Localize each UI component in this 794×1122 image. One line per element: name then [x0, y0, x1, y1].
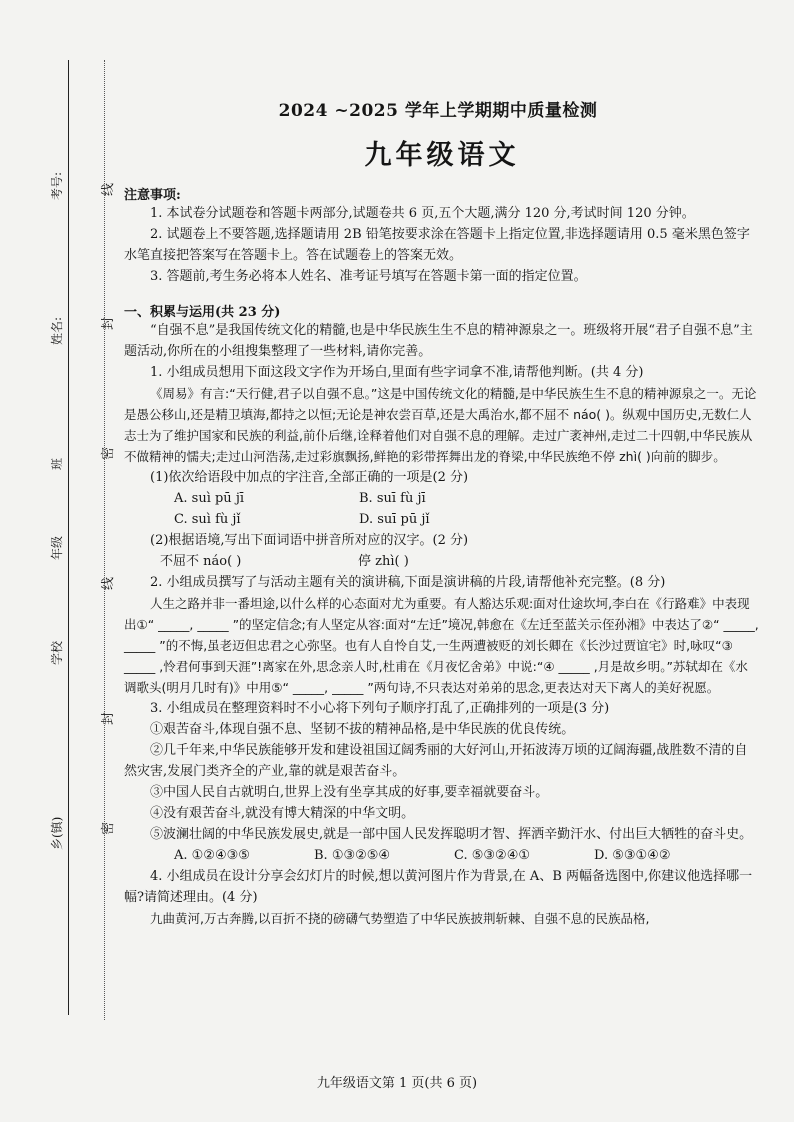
option-c: C. ⑤③②④① [454, 848, 531, 863]
dotted-cut-line [104, 60, 105, 1020]
blank-zhi: 停 zhì( ) [358, 554, 409, 569]
question-1-passage: 《周易》有言:“天行健,君子以自强不息。”这是中国传统文化的精髓,是中华民族生生不息的精神源泉之一。无论是愚公移山,还是精卫填海,都持之以恒;无论是神农尝百草,还是大禹治水,都不屈不 náo( )。纵观中国历史,无数仁人志士为了维护国家和民族的利益,前仆后继,诠释着他们对自强不息的理解。走过广袤神州,走过二十四朝,中华民族从不做精神的懦夫;走过山河浩荡,走过彩旗飘扬,鲜艳的彩带挥舞出龙的脊梁,中华民族绝不停 zhì( )向前的脚步。 [124, 386, 757, 464]
option-b: B. ①③②⑤④ [314, 848, 391, 863]
bind-mark-mi-2: 密 [101, 821, 116, 835]
question-3-sentence-1: ①艰苦奋斗,体现自强不息、坚韧不拔的精神品格,是中华民族的优良传统。 [150, 722, 575, 737]
question-1-1-options-row2 [124, 509, 760, 530]
subject-title: 九年级语文 [364, 140, 520, 171]
notice-item-2: 2. 试题卷上不要答题,选择题请用 2B 铅笔按要求涂在答题卡上指定位置,非选择题请用 0.5 毫米黑色签字水笔直接把答案写在答题卡上。答在试题卷上的答案无效。 [124, 227, 750, 263]
section-heading: 一、积累与运用(共 23 分) [124, 305, 281, 320]
notice-item-1: 1. 本试卷分试题卷和答题卡两部分,试题卷共 6 页,五个大题,满分 120 分,考试时间 120 分钟。 [150, 206, 695, 221]
question-2-passage: 人生之路并非一番坦途,以什么样的心态面对尤为重要。有人豁达乐观:面对仕途坎坷,李白在《行路难》中表现出①“ _____, _____ ”的坚定信念;有人坚定从容:面对“左迁”境况,韩愈在《左迁至蓝关示侄孙湘》中表达了②“ _____, _____ ”的不悔,虽老迈但忠君之心弥坚。也有人自怜自艾,一生两遭被贬的刘长卿在《长沙过贾谊宅》时,咏叹“③ _____ ,怜君何事到天涯”!离家在外,思念亲人时,杜甫在《月夜忆舍弟》中说:“④ _____ ,月是故乡明。”苏轼却在《水调歌头(明月几时有)》中用⑤“ _____, _____ ”两句诗,不只表达对弟弟的思念,更表达对天下离人的美好祝愿。 [124, 596, 759, 695]
bind-mark-xian-2: 线 [101, 576, 116, 590]
question-4: 4. 小组成员在设计分享会幻灯片的时候,想以黄河图片作为背景,在 A、B 两幅备选图中,你建议他选择哪一幅?请简述理由。(4 分) [124, 869, 753, 905]
question-3-sentence-5: ⑤波澜壮阔的中华民族发展史,就是一部中国人民发挥聪明才智、挥洒辛勤汗水、付出巨大牺牲的奋斗史。 [150, 827, 753, 842]
option-d: D. ⑤③①④② [594, 848, 671, 863]
bind-mark-feng-2: 封 [101, 711, 116, 725]
notice-item-3: 3. 答题前,考生务必将本人姓名、准考证号填写在答题卡第一面的指定位置。 [150, 269, 587, 284]
question-1-1-options-row1 [124, 488, 760, 509]
label-xuexiao: 学校 [50, 640, 64, 665]
question-1-1: (1)依次给语段中加点的字注音,全部正确的一项是(2 分) [150, 470, 469, 485]
bind-mark-mi: 密 [101, 446, 116, 460]
option-c: C. suì fù jǐ [174, 512, 241, 527]
bind-mark-xian: 线 [101, 182, 116, 196]
bind-mark-feng: 封 [101, 316, 116, 330]
page-footer: 九年级语文第 1 页(共 6 页) [316, 1076, 478, 1091]
question-3-sentence-4: ④没有艰苦奋斗,就没有博大精深的中华文明。 [150, 806, 415, 821]
label-ban: 班 [50, 457, 64, 470]
question-3-sentence-2: ②几千年来,中华民族能够开发和建设祖国辽阔秀丽的大好河山,开拓波涛万顷的辽阔海疆,战胜数不清的自然灾害,发展门类齐全的产业,靠的就是艰苦奋斗。 [124, 743, 748, 779]
option-a: A. ①②④③⑤ [174, 848, 250, 863]
label-xingming: 姓名: [50, 316, 64, 345]
section-intro: “自强不息”是我国传统文化的精髓,也是中华民族生生不息的精神源泉之一。班级将开展“君子自强不息”主题活动,你所在的小组搜集整理了一些材料,请你完善。 [124, 323, 753, 359]
binding-line [68, 60, 69, 1015]
question-3-options [124, 845, 760, 866]
option-d: D. suī pū jǐ [359, 512, 430, 527]
exam-title: 2024 ~2025 学年上学期期中质量检测 [278, 101, 598, 121]
label-xiangzhen: 乡(镇) [50, 816, 64, 850]
question-3: 3. 小组成员在整理资料时不小心将下列句子顺序打乱了,正确排列的一项是(3 分) [150, 701, 610, 716]
option-a: A. suì pū jī [174, 491, 245, 506]
option-b: B. suī fù jī [359, 491, 426, 506]
label-kaohao: 考号: [50, 171, 64, 200]
binding-margin [0, 0, 120, 1122]
question-2: 2. 小组成员撰写了与活动主题有关的演讲稿,下面是演讲稿的片段,请帮他补充完整。(8 分) [150, 575, 666, 590]
question-4-passage: 九曲黄河,万古奔腾,以百折不挠的磅礴气势塑造了中华民族披荆斩棘、自强不息的民族品格, [150, 911, 650, 926]
question-3-sentence-3: ③中国人民自古就明白,世界上没有坐享其成的好事,要幸福就要奋斗。 [150, 785, 549, 800]
label-nianji: 年级 [50, 535, 64, 560]
blank-nao: 不屈不 náo( ) [160, 554, 242, 569]
notice-heading: 注意事项: [124, 188, 181, 203]
question-1: 1. 小组成员想用下面这段文字作为开场白,里面有些字词拿不准,请帮他判断。(共 4 分) [150, 365, 644, 380]
question-1-2: (2)根据语境,写出下面词语中拼音所对应的汉字。(2 分) [150, 533, 469, 548]
exam-page [124, 96, 760, 929]
question-1-2-blanks [124, 551, 760, 572]
